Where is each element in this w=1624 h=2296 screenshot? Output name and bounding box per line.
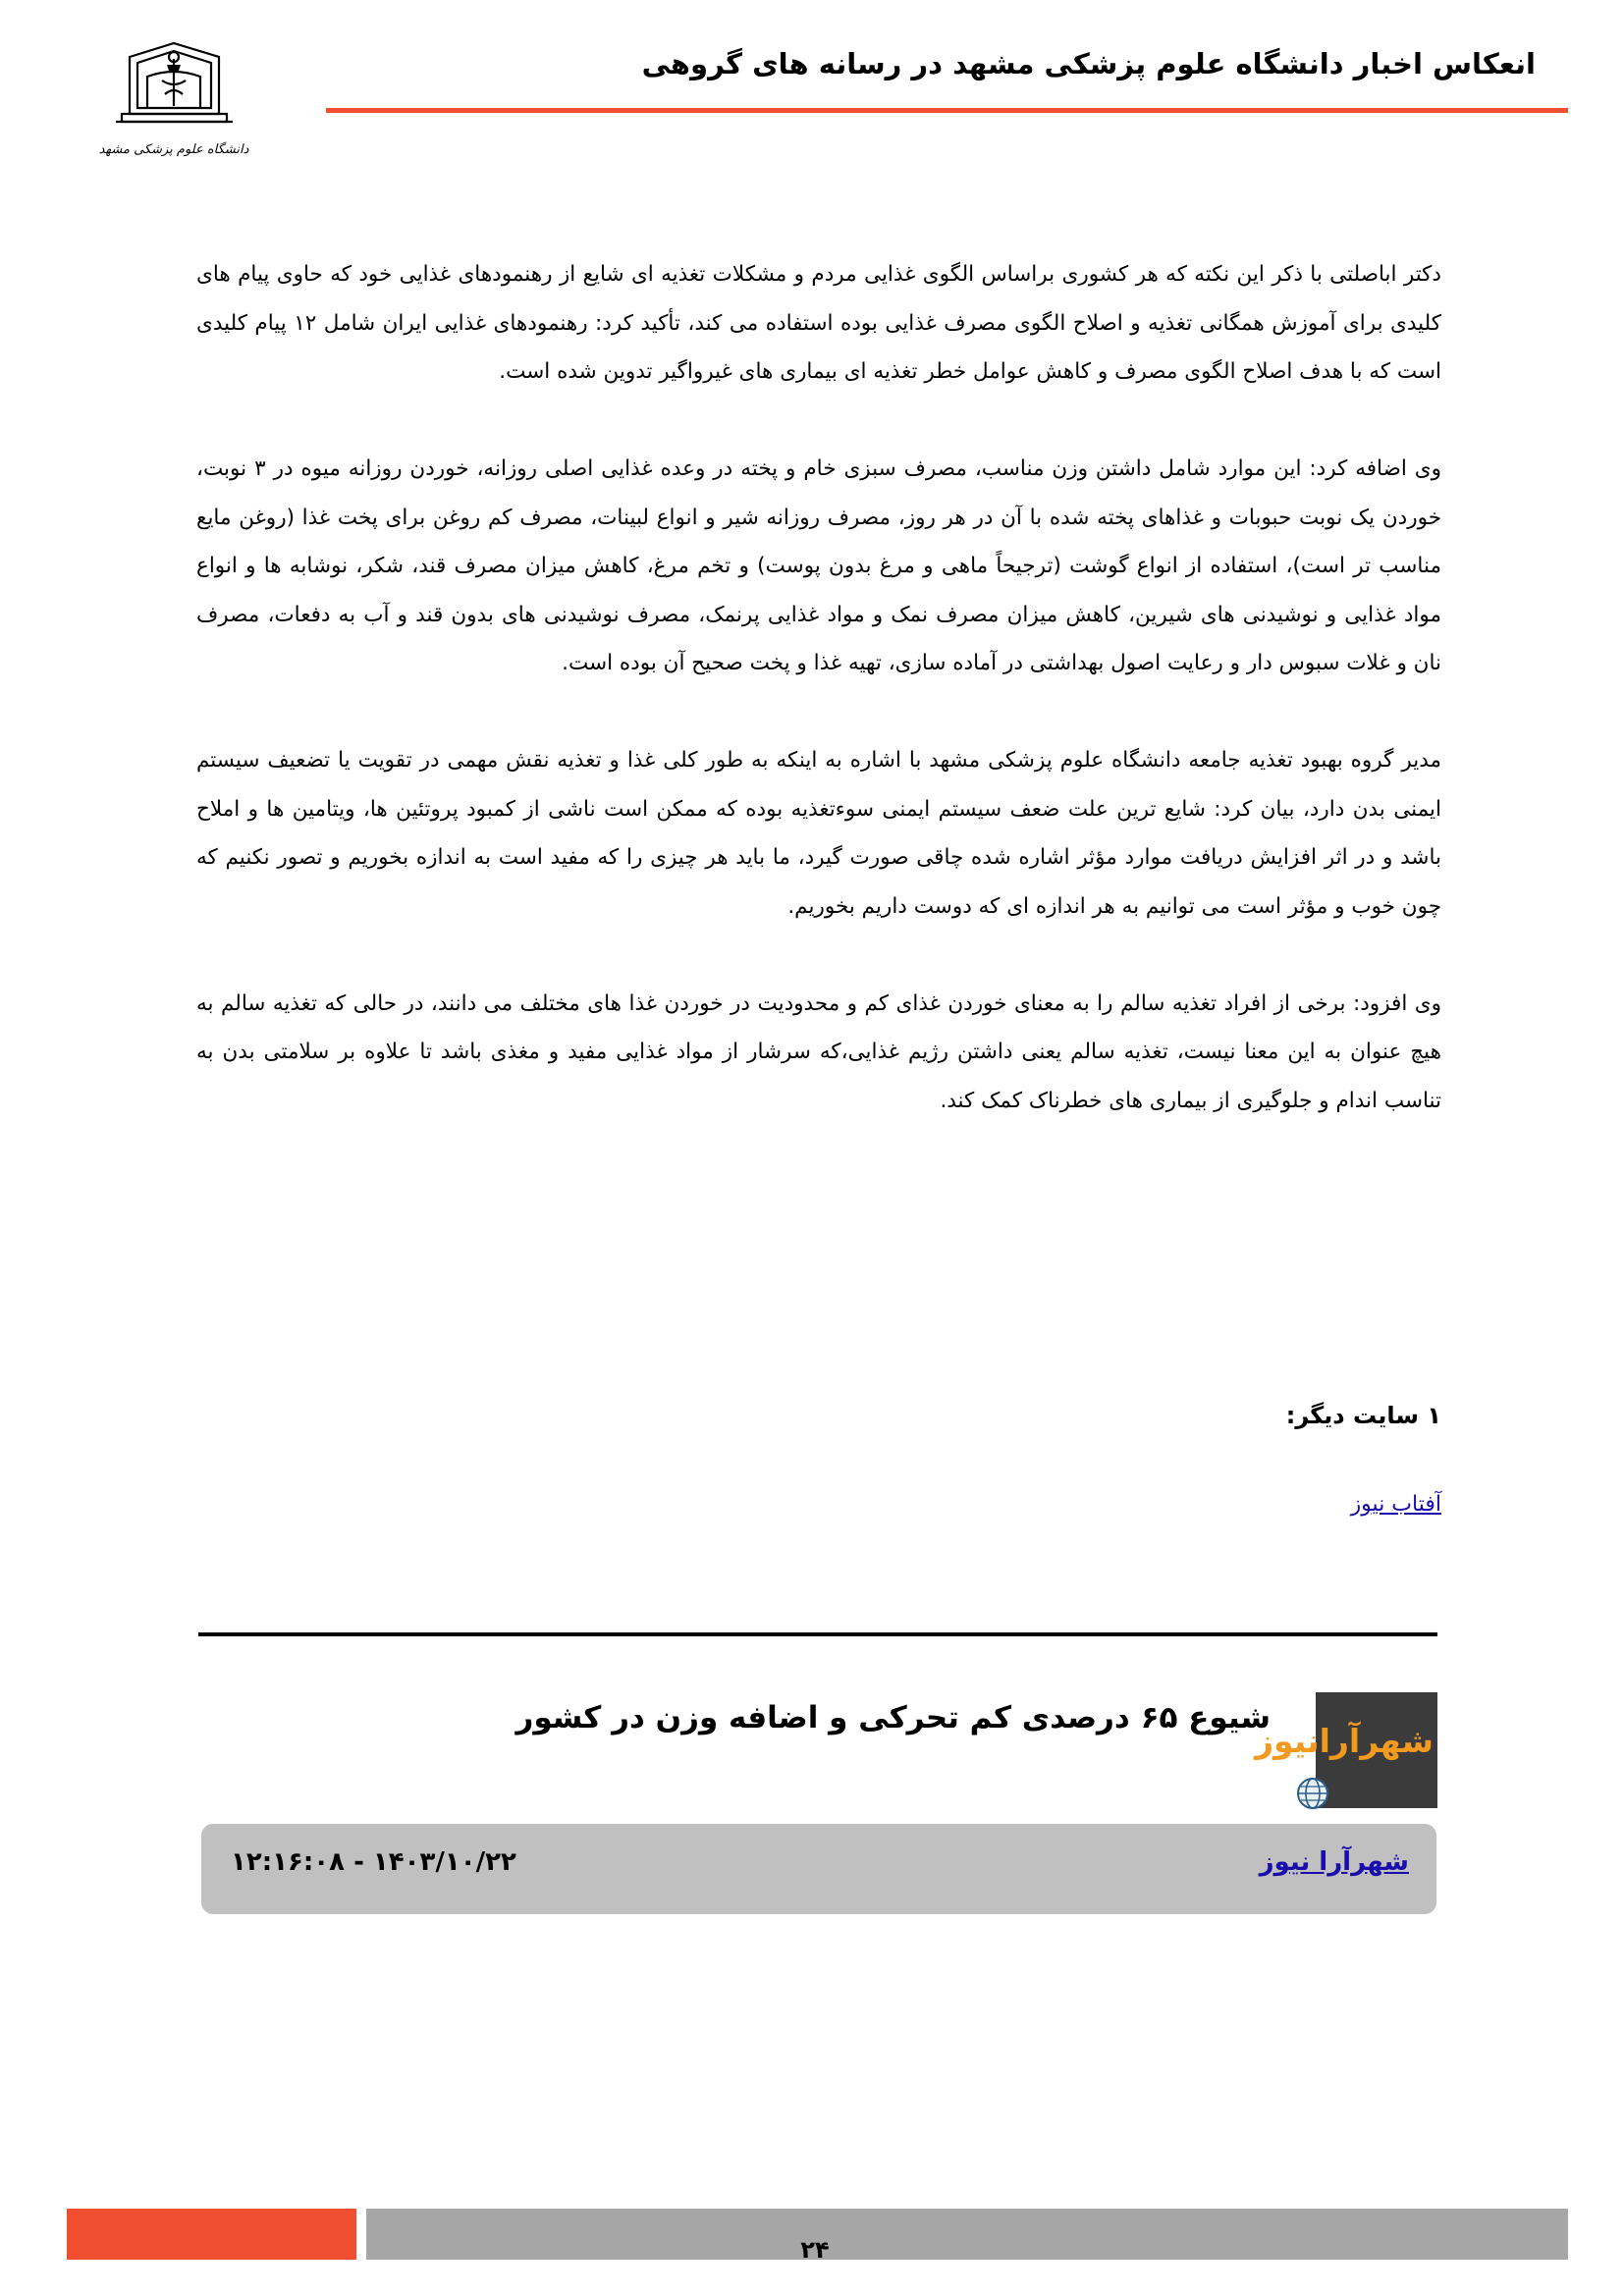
page-number: ۲۴ xyxy=(800,2236,830,2264)
university-logo xyxy=(98,37,249,167)
svg-text:دانشگاه علوم پزشکی مشهد: دانشگاه علوم پزشکی مشهد xyxy=(98,142,249,157)
article-paragraph: وی اضافه کرد: این موارد شامل داشتن وزن مناسب، مصرف سبزی خام و پخته در وعده غذایی اصلی روزانه، خوردن روزانه میوه در ۳ نوبت، خوردن یک نوبت حبوبات و غذاهای پخته شده با آن در هر روز، مصرف روزانه شیر و انواع لبینات، مصرف کم روغن برای پخت غذا (روغن مایع مناسب تر است)، استفاده از انواع گوشت (ترجیحاً ماهی و مرغ بدون پوست) و تخم مرغ، کاهش میزان مصرف قند، شکر، نوشابه ها و انواع مواد غذایی و نوشیدنی های شیرین، کاهش میزان مصرف نمک و مواد غذایی پرنمک، مصرف نوشیدنی های بدون قند و آب به دفعات، مصرف نان و غلات سبوس دار و رعایت اصول بهداشتی در آماده سازی، تهیه غذا و پخت صحیح آن بوده است. xyxy=(196,456,1441,675)
article-paragraph: مدیر گروه بهبود تغذیه جامعه دانشگاه علوم پزشکی مشهد با اشاره به اینکه به طور کلی غذا و تغذیه نقش مهمی در تقویت یا تضعیف سیستم ایمنی بدن دارد، بیان کرد: شایع ترین علت ضعف سیستم ایمنی سوءتغذیه بوده که ممکن است ناشی از کمبود پروتئین ها، ویتامین ها و املاح باشد و در اثر افزایش دریافت موارد مؤثر اشاره شده چاقی صورت گیرد، ما باید هر چیزی را که مفید است به اندازه بخوریم و تصور نکنیم که چون خوب و مؤثر است می توانیم به هر اندازه ای که دوست داریم بخوریم. xyxy=(196,748,1441,919)
news-logo-text: شهرآرانیوز xyxy=(1255,1722,1434,1760)
news-source-link[interactable]: شهرآرا نیوز xyxy=(1259,1847,1409,1877)
news-info-bar xyxy=(201,1824,1436,1914)
other-sites-label: ۱ سایت دیگر: xyxy=(1285,1402,1441,1429)
article-body xyxy=(196,250,1441,1174)
article-paragraph: وی افزود: برخی از افراد تغذیه سالم را به معنای خوردن غذای کم و محدودیت در خوردن غذا های مختلف می دانند، در حالی که تغذیه سالم به هیچ عنوان به این معنا نیست، تغذیه سالم یعنی داشتن رژیم غذایی،که سرشار از مواد غذایی مفید و مغذی باشد تا علاوه بر سلامتی بدن به تناسب اندام و جلوگیری از بیماری های خطرناک کمک کند. xyxy=(196,990,1441,1113)
footer-accent-bar xyxy=(67,2209,356,2260)
footer-bar xyxy=(366,2209,1568,2260)
news-source-logo xyxy=(1255,1692,1437,1808)
globe-icon xyxy=(1296,1777,1329,1810)
other-site-link[interactable]: آفتاب نیوز xyxy=(1350,1492,1441,1517)
news-headline: شیوع ۶۵ درصدی کم تحرکی و اضافه وزن در کشور xyxy=(515,1700,1271,1735)
article-paragraph: دکتر اباصلتی با ذکر این نکته که هر کشوری براساس الگوی غذایی مردم و مشکلات تغذیه ای شایع از رهنمودهای غذایی خود که حاوی پیام های کلیدی برای آموزش همگانی تغذیه و اصلاح الگوی مصرف غذایی بوده استفاده می کند، تأکید کرد: رهنمودهای غذایی ایران شامل ۱۲ پیام کلیدی است که با هدف اصلاح الگوی مصرف و کاهش عوامل خطر تغذیه ای بیماری های غیرواگیر تدوین شده است. xyxy=(196,262,1441,384)
header-divider xyxy=(326,108,1568,113)
news-datetime: ۱۴۰۳/۱۰/۲۲ - ۱۲:۱۶:۰۸ xyxy=(231,1847,516,1877)
section-divider xyxy=(198,1632,1437,1636)
page-header-title: انعکاس اخبار دانشگاه علوم پزشکی مشهد در رسانه های گروهی xyxy=(641,47,1536,80)
